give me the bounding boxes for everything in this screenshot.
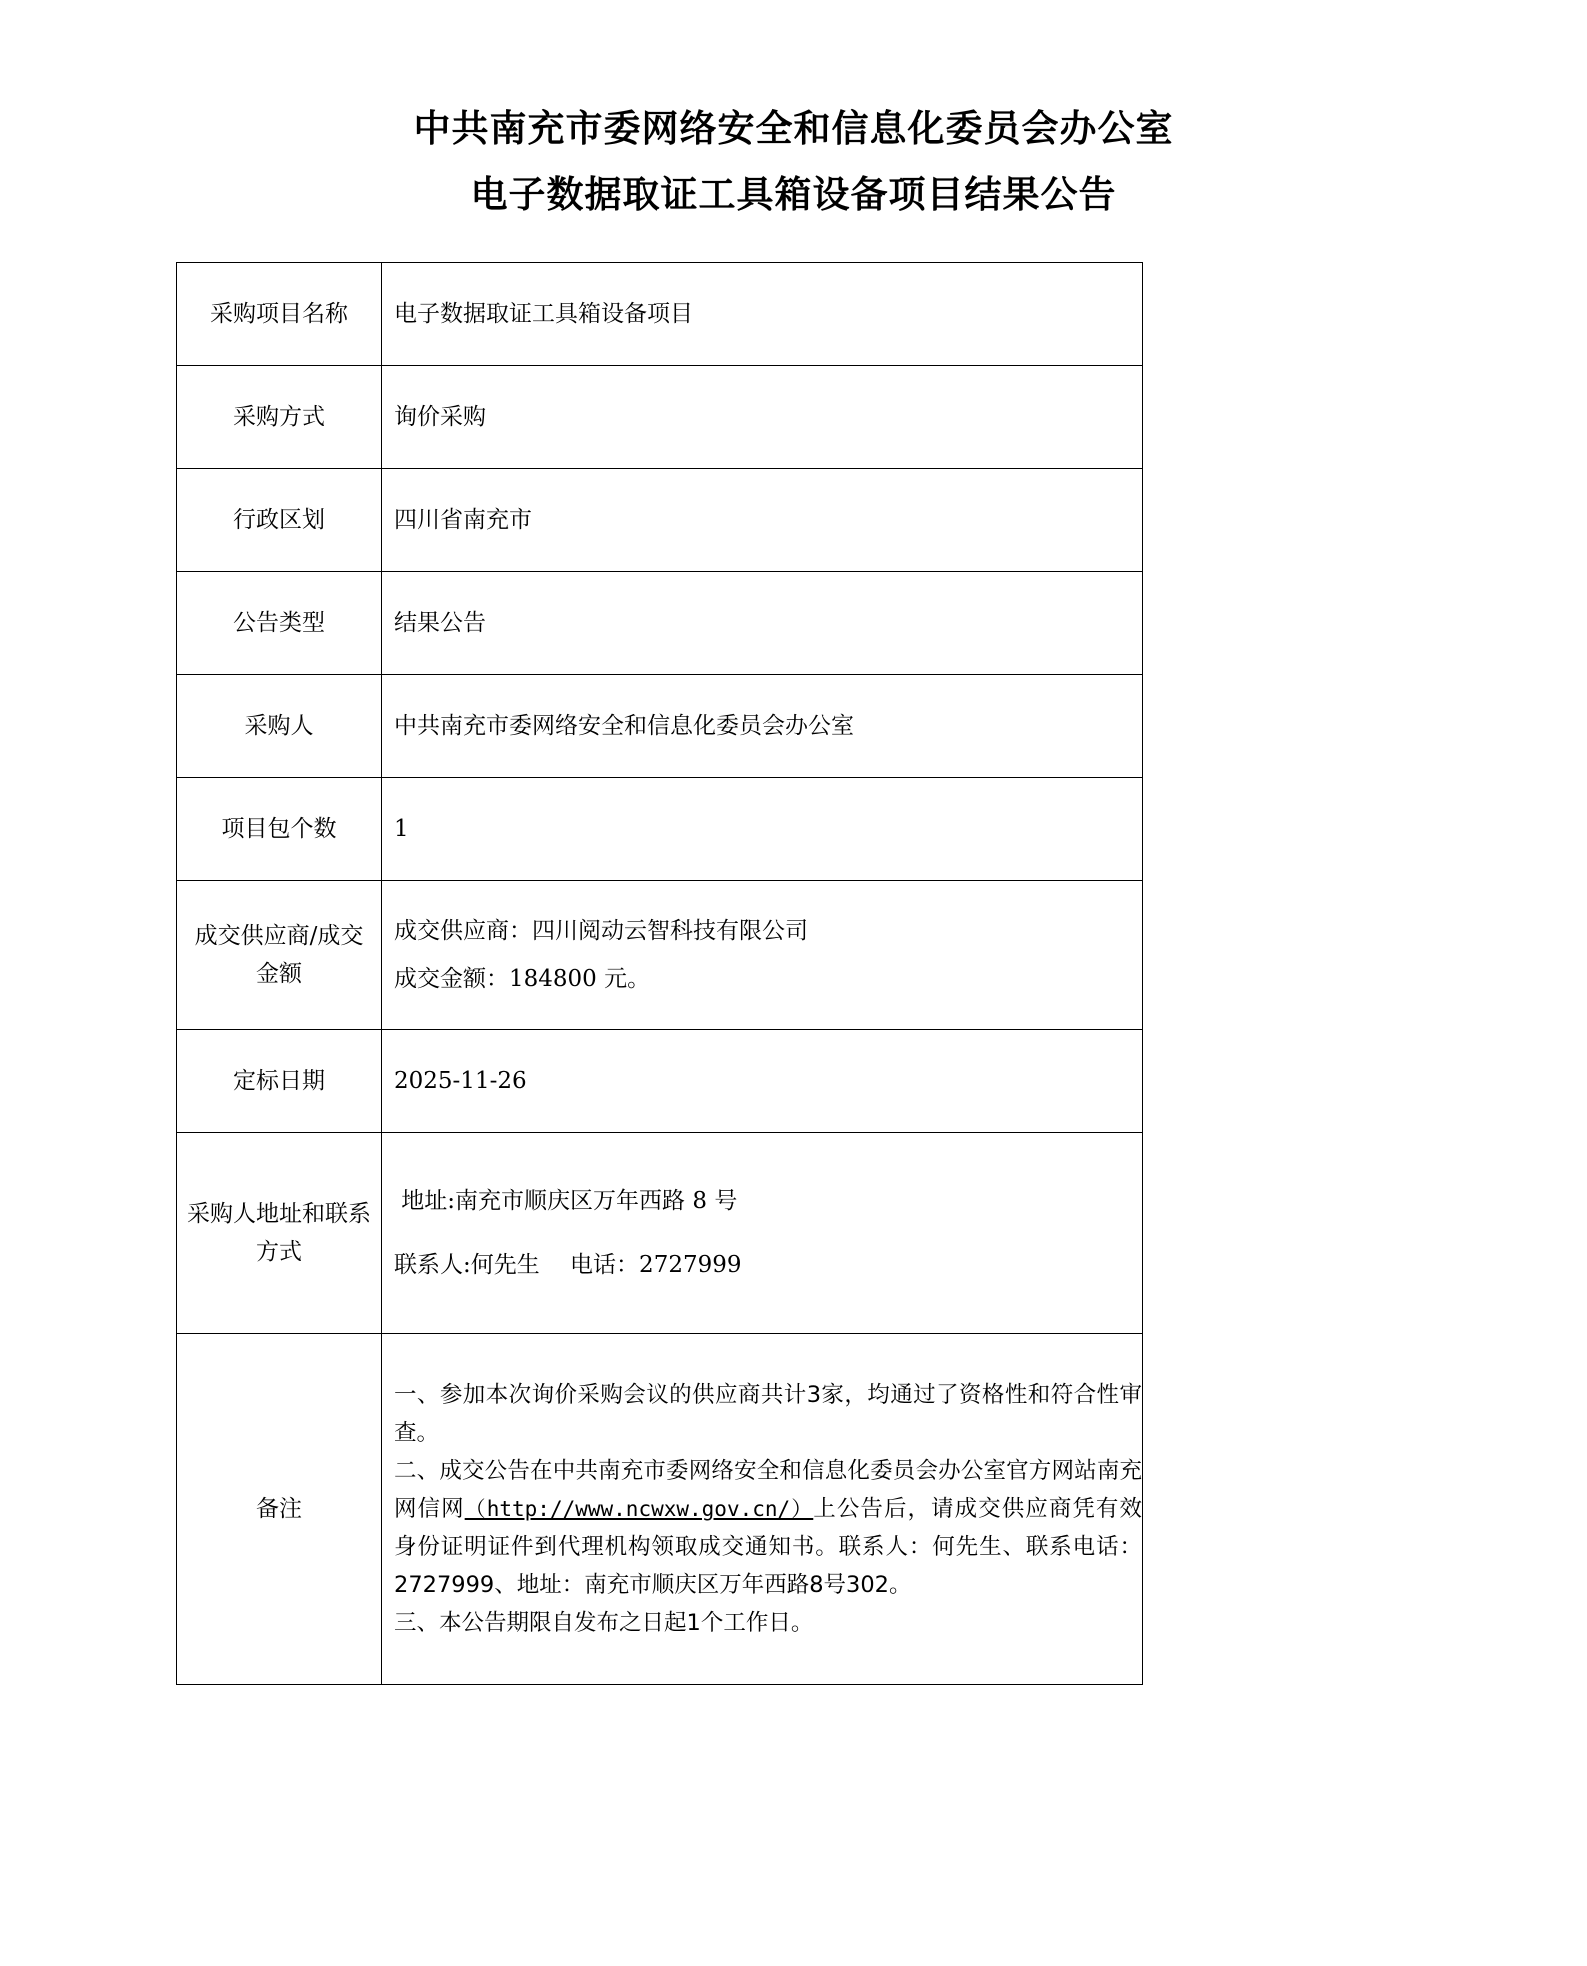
table-row <box>177 366 1143 469</box>
row-label-package-count: 项目包个数 <box>177 778 382 881</box>
remark-item-three: 三、本公告期限自发布之日起1个工作日。 <box>394 1610 814 1636</box>
row-value-region: 四川省南充市 <box>382 469 1143 572</box>
remark-item-one: 一、参加本次询价采购会议的供应商共计3家，均通过了资格性和符合性审查。 <box>394 1382 1142 1446</box>
row-label-award-date: 定标日期 <box>177 1030 382 1133</box>
row-value-winning-supplier-amount <box>382 881 1143 1030</box>
purchaser-address-text: 地址:南充市顺庆区万年西路 8 号 <box>394 1188 738 1214</box>
row-label-region: 行政区划 <box>177 469 382 572</box>
table-row <box>177 1030 1143 1133</box>
page-title <box>0 0 1587 224</box>
purchaser-contact-text: 联系人:何先生 电话：2727999 <box>394 1252 742 1278</box>
contact-label-line-2: 方式 <box>256 1239 302 1265</box>
row-value-purchaser: 中共南充市委网络安全和信息化委员会办公室 <box>382 675 1143 778</box>
row-label-purchaser: 采购人 <box>177 675 382 778</box>
remark-item-two <box>394 1452 1142 1604</box>
title-line-1: 中共南充市委网络安全和信息化委员会办公室 <box>413 106 1174 150</box>
row-value-announcement-type: 结果公告 <box>382 572 1143 675</box>
remark-item-two-part1: 二、成交公告在中共南充市委网络安全和信息化委员会办公室官方网站南充网信网 <box>394 1458 1142 1522</box>
award-label-line-1: 成交供应商/成交 <box>194 923 364 949</box>
winning-amount-text: 成交金额：184800 元。 <box>394 966 651 992</box>
contact-label-line-1: 采购人地址和联系 <box>187 1201 371 1227</box>
table-row <box>177 263 1143 366</box>
row-label-purchaser-contact <box>177 1133 382 1334</box>
remark-item-two-part2: 上公告后，请成交供应商凭有效身份证明证件到代理机构领取成交通知书。联系人：何先生、联系电话：2727999、地址：南充市顺庆区万年西路8号302。 <box>394 1496 1142 1598</box>
row-value-project-name: 电子数据取证工具箱设备项目 <box>382 263 1143 366</box>
row-value-purchaser-contact <box>382 1133 1143 1334</box>
announcement-info-table <box>176 262 1143 1685</box>
ncwxw-website-link[interactable]: （http://www.ncwxw.gov.cn/） <box>464 1497 814 1521</box>
row-label-winning-supplier-amount <box>177 881 382 1030</box>
award-label-line-2: 金额 <box>256 961 302 987</box>
row-value-package-count: 1 <box>382 778 1143 881</box>
row-label-remark: 备注 <box>177 1334 382 1685</box>
table-row <box>177 1133 1143 1334</box>
table-row <box>177 1334 1143 1685</box>
table-row <box>177 572 1143 675</box>
winning-supplier-text: 成交供应商：四川阅动云智科技有限公司 <box>394 918 808 944</box>
row-label-procurement-method: 采购方式 <box>177 366 382 469</box>
row-label-announcement-type: 公告类型 <box>177 572 382 675</box>
row-label-project-name: 采购项目名称 <box>177 263 382 366</box>
title-line-2: 电子数据取证工具箱设备项目结果公告 <box>470 172 1117 216</box>
row-value-award-date: 2025-11-26 <box>382 1030 1143 1133</box>
table-row <box>177 675 1143 778</box>
table-row <box>177 881 1143 1030</box>
remark-body <box>394 1376 1142 1642</box>
table-row <box>177 778 1143 881</box>
row-value-remark <box>382 1334 1143 1685</box>
row-value-procurement-method: 询价采购 <box>382 366 1143 469</box>
table-row <box>177 469 1143 572</box>
